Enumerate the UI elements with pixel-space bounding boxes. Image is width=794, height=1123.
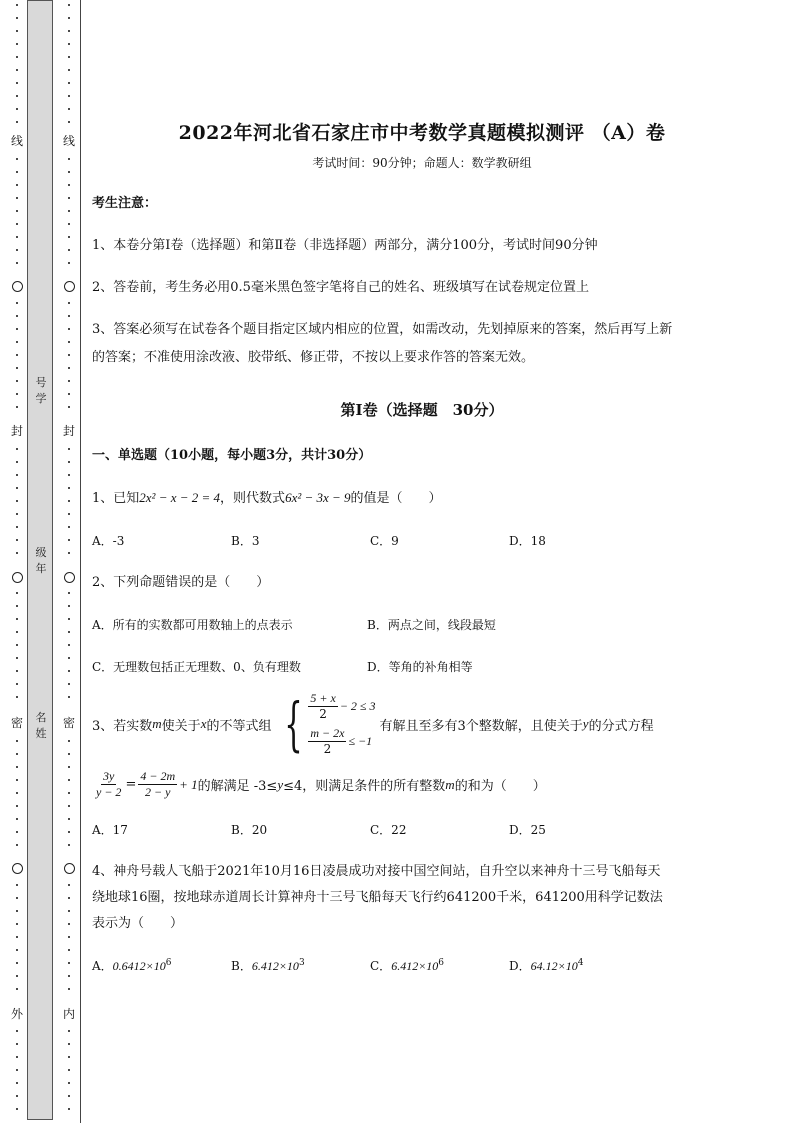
fraction-numerator: 5 + x: [310, 691, 336, 705]
question-4-options: [92, 956, 752, 976]
section-title: 第I卷（选择题 30分）: [340, 401, 504, 419]
option-a[interactable]: A．17: [92, 823, 128, 837]
binding-margin-line: [80, 0, 81, 1123]
notice-heading: 考生注意：: [92, 196, 158, 211]
q3-var-m: m: [152, 716, 162, 731]
option-b[interactable]: B．$6.412\times 10^3$: [231, 958, 305, 973]
inequality-rest: ≤ −1: [348, 734, 373, 748]
dot-chain: [68, 592, 71, 709]
circle-mark-icon: [12, 863, 23, 874]
dot-chain: [16, 592, 19, 709]
question-2: 2、下列命题错误的是（ ）: [92, 575, 270, 590]
grade-label: 级 年: [35, 546, 47, 575]
dot-chain: [68, 740, 71, 857]
question-1-options: [92, 531, 752, 551]
option-c[interactable]: C．22: [370, 823, 407, 837]
fraction-denominator: 2: [319, 707, 327, 721]
option-a[interactable]: A．$0.6412\times 10^6$: [92, 958, 172, 973]
option-d[interactable]: D．等角的补角相等: [367, 660, 473, 674]
seal-mark-secret: 密: [10, 716, 23, 730]
fraction-numerator: m − 2x: [310, 726, 345, 740]
option-d[interactable]: D．$64.12\times 10^4$: [509, 958, 584, 973]
option-a[interactable]: A．所有的实数都可用数轴上的点表示: [92, 618, 293, 632]
option-d[interactable]: D．18: [509, 534, 546, 548]
notice-item-3-line-2: 的答案；不准使用涂改液、胶带纸、修正带，不按以上要求作答的答案无效。: [92, 350, 535, 365]
option-a[interactable]: A．-3: [92, 534, 125, 548]
equation-tail: + 1: [179, 776, 198, 792]
option-c[interactable]: C．$6.412\times 10^6$: [370, 958, 445, 973]
inequality-2: [306, 726, 375, 757]
option-c[interactable]: C．9: [370, 534, 399, 548]
q3-text: 的不等式组: [206, 718, 272, 734]
option-b[interactable]: B．3: [231, 534, 260, 548]
inner-dotted-column: [62, 0, 76, 1123]
inequality-rest: − 2 ≤ 3: [339, 699, 376, 713]
inequality-system: [275, 691, 375, 757]
dot-chain: [68, 884, 71, 1001]
q1-expression-1: 2x² − x − 2 = 4: [139, 490, 221, 505]
inequality-1: [306, 691, 375, 722]
circle-mark-icon: [12, 281, 23, 292]
seal-mark-inner: 内: [62, 1007, 75, 1021]
outer-dotted-column: [10, 0, 24, 1123]
question-3: [92, 691, 752, 757]
dot-chain: [68, 158, 71, 275]
fraction-numerator: 3y: [103, 769, 115, 783]
fraction-denominator: 2: [323, 742, 332, 756]
q4-line-2: 绕地球16圈，按地球赤道周长计算神舟十三号飞船每天飞行约641200千米，641200用科学记数法: [92, 890, 663, 905]
dot-chain: [16, 448, 19, 565]
dot-chain: [68, 448, 71, 565]
q3-text: 有解且至多有3个整数解，且使关于: [379, 718, 583, 734]
brace-icon: {: [284, 690, 304, 758]
q3-prefix: 3、若实数: [92, 718, 153, 734]
q1-suffix: 的值是（ ）: [350, 491, 442, 506]
q3-var-y: y: [582, 716, 589, 731]
question-3-options: [92, 820, 752, 840]
question-3-line-2: [92, 769, 752, 800]
seal-mark-secret: 密: [62, 716, 75, 730]
question-2-options-row-2: [92, 657, 752, 677]
circle-mark-icon: [64, 572, 75, 583]
q1-prefix: 1、已知: [92, 491, 140, 506]
q3-var-m: m: [445, 776, 455, 792]
q3-text: 使关于: [161, 718, 201, 734]
q1-middle: ，则代数式: [220, 491, 286, 506]
exam-subtitle: 考试时间：90分钟；命题人：数学教研组: [312, 156, 532, 170]
student-info-strip: [27, 0, 53, 1120]
seal-mark-outer: 外: [10, 1007, 23, 1021]
exam-content: [92, 118, 752, 976]
dot-chain: [16, 884, 19, 1001]
option-b[interactable]: B．两点之间，线段最短: [367, 618, 496, 632]
equals-sign: =: [125, 777, 137, 792]
dot-chain: [68, 4, 71, 134]
notice-item-3: [92, 320, 752, 368]
dot-chain: [16, 1030, 19, 1121]
fraction-denominator: y − 2: [96, 785, 122, 799]
dot-chain: [68, 1030, 71, 1121]
question-2-options-row-1: [92, 615, 752, 635]
fraction-numerator: 4 − 2m: [140, 769, 176, 783]
q3-var-x: x: [200, 716, 207, 731]
question-1: [92, 488, 752, 509]
dot-chain: [16, 740, 19, 857]
notice-item-2: 2、答卷前，考生务必用0.5毫米黑色签字笔将自己的姓名、班级填写在试卷规定位置上: [92, 280, 589, 295]
q3-text: 的和为（ ）: [454, 779, 546, 794]
option-c[interactable]: C．无理数包括正无理数、0、负有理数: [92, 660, 301, 674]
notice-item-1: 1、本卷分第I卷（选择题）和第Ⅱ卷（非选择题）两部分，满分100分，考试时间90分钟: [92, 238, 598, 253]
seal-mark-line: 线: [10, 134, 23, 148]
q4-line-3: 表示为（ ）: [92, 916, 184, 931]
student-number-label: 号 学: [35, 376, 47, 405]
q3-text: 的分式方程: [588, 718, 654, 734]
seal-mark-seal: 封: [10, 424, 23, 438]
q3-text: ≤4，则满足条件的所有整数: [283, 779, 446, 794]
dot-chain: [16, 158, 19, 275]
dot-chain: [68, 302, 71, 419]
dot-chain: [16, 4, 19, 134]
option-d[interactable]: D．25: [509, 823, 546, 837]
seal-mark-line: 线: [62, 134, 75, 148]
q3-var-y: y: [277, 776, 284, 792]
circle-mark-icon: [64, 863, 75, 874]
circle-mark-icon: [64, 281, 75, 292]
option-b[interactable]: B．20: [231, 823, 268, 837]
question-group-title: 一、单选题（10小题，每小题3分，共计30分）: [92, 448, 372, 463]
question-4: [92, 862, 752, 934]
notice-item-3-line-1: 3、答案必须写在试卷各个题目指定区域内相应的位置，如需改动，先划掉原来的答案，然后再写上新: [92, 322, 673, 337]
exam-title: 2022年河北省石家庄市中考数学真题模拟测评 （A）卷: [178, 122, 666, 144]
q3-text: 的解满足 -3≤: [197, 779, 278, 794]
seal-mark-seal: 封: [62, 424, 75, 438]
fraction-denominator: 2 − y: [145, 785, 171, 799]
name-label: 名 姓: [35, 711, 47, 740]
circle-mark-icon: [12, 572, 23, 583]
dot-chain: [16, 302, 19, 419]
q1-expression-2: 6x² − 3x − 9: [285, 490, 351, 505]
q4-line-1: 4、神舟号载人飞船于2021年10月16日凌晨成功对接中国空间站，自升空以来神舟十三号飞船每天: [92, 864, 661, 879]
